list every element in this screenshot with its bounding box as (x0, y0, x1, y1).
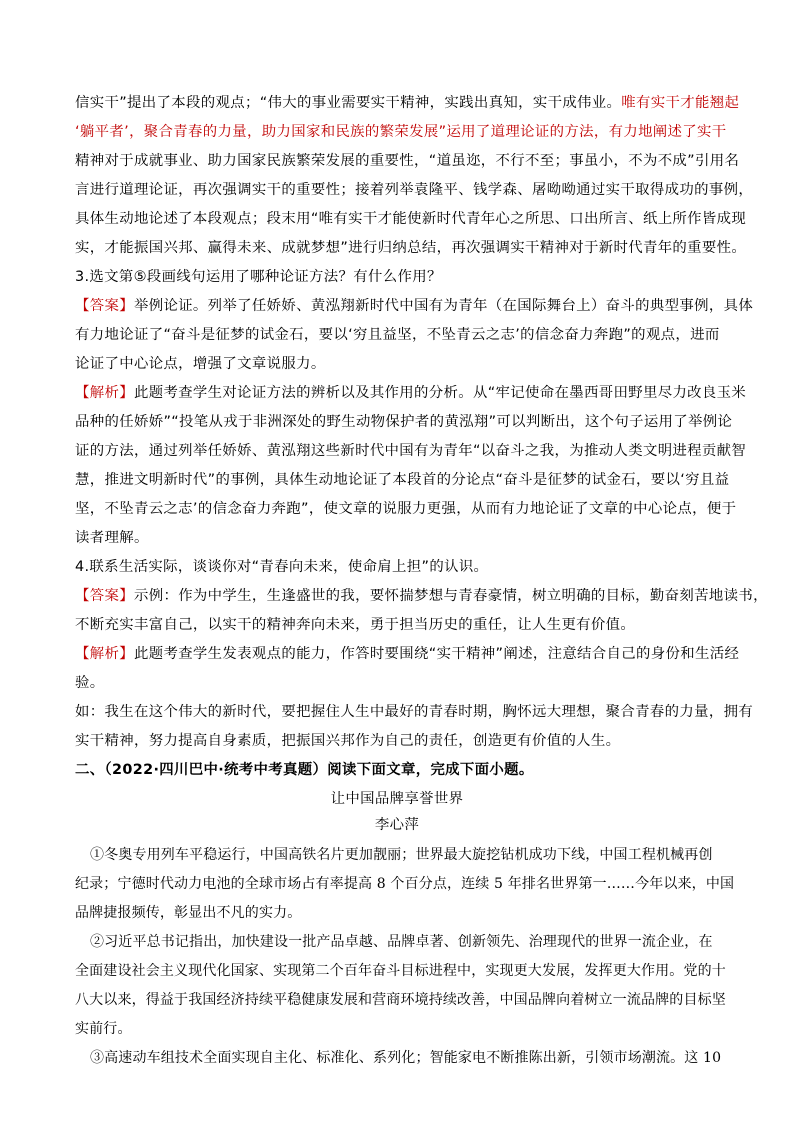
analysis-line: 坚，不坠青云之志’的信念奋力奔跑”，使文章的说服力更强，从而有力地论证了文章的中心论点，便于 (75, 501, 737, 517)
article-paragraph: ③高速动车组技术全面实现自主化、标准化、系列化；智能家电不断推陈出新，引领市场潮流。这 10 (90, 1050, 722, 1066)
answer-line: 【答案】示例：作为中学生，生逢盛世的我，要怀揣梦想与青春豪情，树立明确的目标，勤奋刻苦地读书， (75, 588, 768, 604)
article-author: 李心萍 (374, 817, 420, 833)
analysis-line: 证的方法，通过列举任娇娇、黄泓翔这些新时代中国有为青年“以奋斗之我，为推动人类文明进程贡献智 (75, 443, 747, 459)
answer-line: 有力地论证了“奋斗是征梦的试金石，要以‘穷且益坚，不坠青云之志’的信念奋力奔跑”的观点，进而 (75, 327, 720, 343)
paragraph-line: 具体生动地论述了本段观点；段末用“唯有实干才能使新时代青年心之所思、口出所言、纸上所作皆成现 (75, 211, 747, 227)
analysis-line: 品种的任娇娇”“投笔从戎于非洲深处的野生动物保护者的黄泓翔”可以判断出，这个句子运用了举例论 (75, 414, 733, 430)
example-line: 如：我生在这个伟大的新时代，要把握住人生中最好的青春时期，胸怀远大理想，聚合青春的力量，拥有 (75, 704, 754, 720)
answer-tag: 【答案】 (75, 298, 134, 314)
article-paragraph: 八大以来，得益于我国经济持续平稳健康发展和营商环境持续改善，中国品牌向着树立一流品牌的目标坚 (75, 992, 726, 1008)
analysis-line: 【解析】此题考查学生对论证方法的辨析以及其作用的分析。从“牢记使命在墨西哥田野里尽力改良玉米 (75, 385, 747, 401)
article-paragraph: 纪录；宁德时代动力电池的全球市场占有率提高 8 个百分点，连续 5 年排名世界第一……今年以来，中国 (75, 876, 735, 892)
answer-line: 论证了中心论点，增强了文章说服力。 (75, 356, 326, 372)
paragraph-line: 言进行道理论证，再次强调实干的重要性；接着列举袁隆平、钱学森、屠呦呦通过实干取得成功的事例， (75, 182, 754, 198)
article-title: 让中国品牌享誉世界 (330, 791, 464, 807)
question-3: 3.选文第⑤段画线句运用了哪种论证方法？有什么作用？ (75, 269, 442, 285)
paragraph-line: ‘躺平者’，聚合青春的力量，助力国家和民族的繁荣发展”运用了道理论证的方法，有力地阐述了实干 (75, 124, 727, 140)
analysis-line: 慧，推进文明新时代”的事例，具体生动地论证了本段首的分论点“奋斗是征梦的试金石，要以‘穷且益 (75, 472, 730, 488)
article-paragraph: 实前行。 (75, 1021, 132, 1037)
question-4: 4.联系生活实际，谈谈你对“青春向未来，使命肩上担”的认识。 (75, 559, 489, 575)
answer-line: 不断充实丰富自己，以实干的精神奔向未来，勇于担当历史的重任，让人生更有价值。 (75, 617, 636, 633)
answer-line: 【答案】举例论证。列举了任娇娇、黄泓翔新时代中国有为青年（在国际舞台上）奋斗的典型事例，具体 (75, 298, 754, 314)
article-paragraph: 全面建设社会主义现代化国家、实现第二个百年奋斗目标进程中，实现更大发展，发挥更大作用。党的十 (75, 963, 726, 979)
article-paragraph: 品牌捷报频传，彰显出不凡的实力。 (75, 905, 302, 921)
answer-tag: 【答案】 (75, 588, 134, 604)
paragraph-line: 信实干”提出了本段的观点；“伟大的事业需要实干精神，实践出真知，实干成伟业。唯有实干才能翘起 (75, 95, 740, 111)
analysis-line: 验。 (75, 675, 105, 691)
section-heading: 二、（2022·四川巴中·统考中考真题）阅读下面文章，完成下面小题。 (75, 762, 534, 778)
paragraph-line: 实，才能振国兴邦、赢得未来、成就梦想”进行归纳总结，再次强调实干精神对于新时代青年的重要性。 (75, 240, 747, 256)
analysis-line: 【解析】此题考查学生发表观点的能力，作答时要围绕“实干精神”阐述，注意结合自己的身份和生活经 (75, 646, 740, 662)
analysis-tag: 【解析】 (75, 646, 134, 662)
example-line: 实干精神，努力提高自身素质，把振国兴邦作为自己的责任，创造更有价值的人生。 (75, 733, 621, 749)
article-paragraph: ②习近平总书记指出，加快建设一批产品卓越、品牌卓著、创新领先、治理现代的世界一流企业，在 (90, 934, 713, 950)
paragraph-line: 精神对于成就事业、助力国家民族繁荣发展的重要性，“道虽迩，不行不至；事虽小，不为不成”引用名 (75, 153, 740, 169)
analysis-line: 读者理解。 (75, 530, 149, 546)
analysis-tag: 【解析】 (75, 385, 134, 401)
article-paragraph: ①冬奥专用列车平稳运行，中国高铁名片更加靓丽；世界最大旋挖钻机成功下线，中国工程机械再创 (90, 847, 713, 863)
